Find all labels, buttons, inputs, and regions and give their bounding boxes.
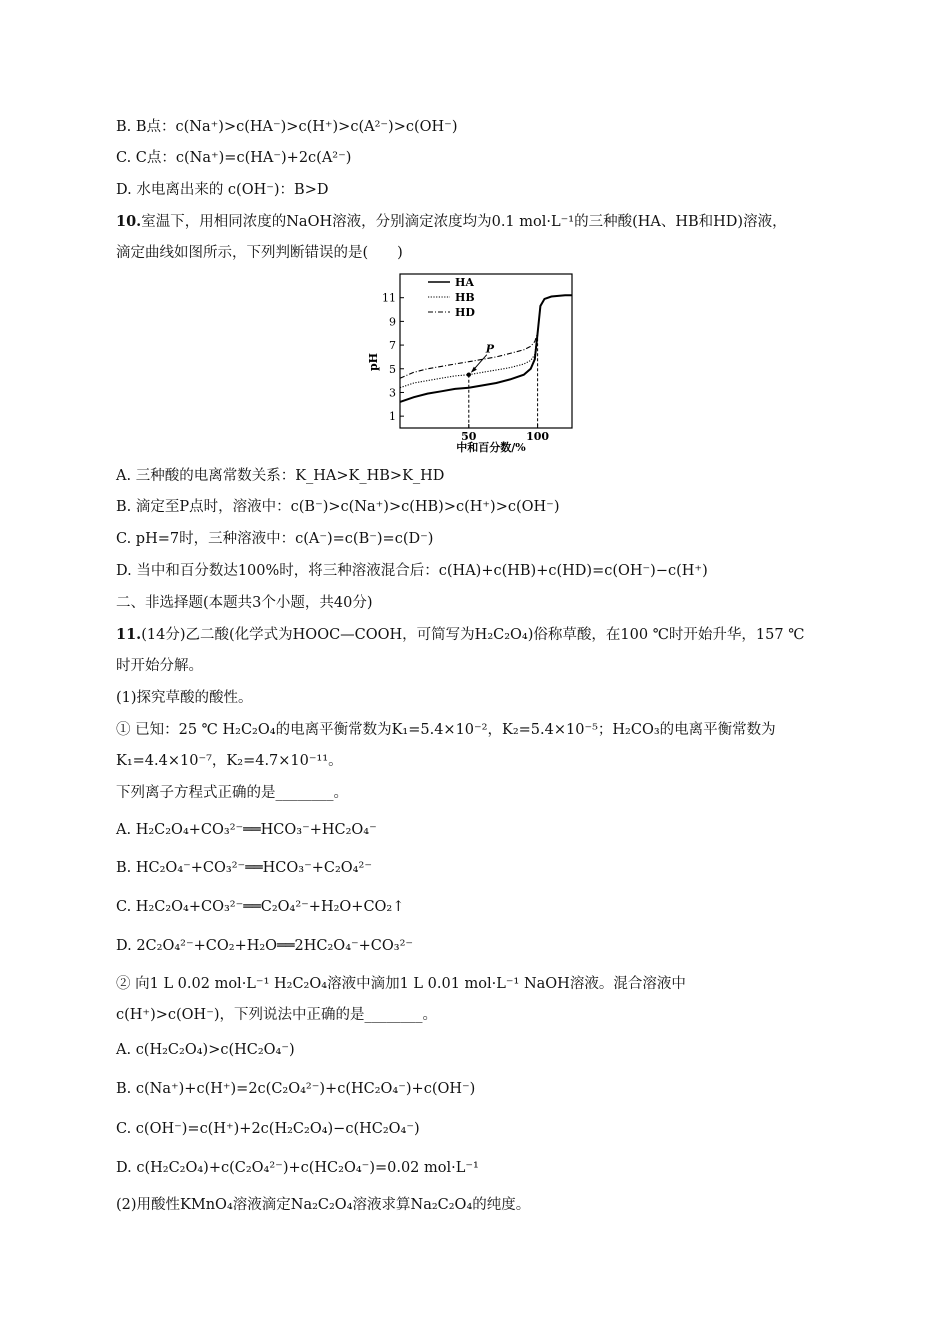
question-number: 11.	[116, 626, 142, 643]
subq-1-text2: K₁=4.4×10⁻⁷，K₂=4.7×10⁻¹¹。	[116, 753, 343, 769]
option-11-2c: C. c(OH⁻)=c(H⁺)+2c(H₂C₂O₄)−c(HC₂O₄⁻)	[116, 1121, 420, 1137]
x-axis-label: 中和百分数/%	[456, 441, 526, 454]
titration-chart	[367, 270, 580, 460]
point-p-marker	[467, 372, 471, 376]
option-11-1d: D. 2C₂O₄²⁻+CO₂+H₂O══2HC₂O₄⁻+CO₃²⁻	[116, 938, 414, 954]
subq-2-text2: c(H⁺)>c(OH⁻)，下列说法中正确的是________。	[116, 1007, 438, 1023]
part-2-heading: (2)用酸性KMnO₄溶液滴定Na₂C₂O₄溶液求算Na₂C₂O₄的纯度。	[116, 1197, 531, 1213]
question-text: 室温下，用相同浓度的NaOH溶液，分别滴定浓度均为0.1 mol·L⁻¹的三种酸(HA、HB和HD)溶液，	[141, 214, 787, 230]
question-10-line2: 滴定曲线如图所示，下列判断错误的是( )	[116, 245, 403, 261]
part-1-heading: (1)探究草酸的酸性。	[116, 690, 253, 706]
option-11-1a: A. H₂C₂O₄+CO₃²⁻══HCO₃⁻+HC₂O₄⁻	[116, 822, 377, 838]
y-tick-label: 5	[389, 362, 396, 376]
y-tick-label: 11	[382, 291, 396, 305]
x-tick-label: 100	[526, 430, 550, 443]
series-line-hb	[400, 333, 538, 388]
option-11-2a: A. c(H₂C₂O₄)>c(HC₂O₄⁻)	[116, 1042, 295, 1058]
legend	[428, 276, 475, 319]
y-tick-label: 9	[389, 315, 396, 329]
y-tick-label: 7	[389, 339, 396, 353]
series-line-hd	[400, 333, 538, 378]
option-9b: B. B点：c(Na⁺)>c(HA⁻)>c(H⁺)>c(A²⁻)>c(OH⁻)	[116, 119, 458, 135]
option-10d: D. 当中和百分数达100%时，将三种溶液混合后：c(HA)+c(HB)+c(HD)=c(OH⁻)−c(H⁺)	[116, 563, 708, 579]
option-11-2d: D. c(H₂C₂O₄)+c(C₂O₄²⁻)+c(HC₂O₄⁻)=0.02 mol·L⁻¹	[116, 1160, 479, 1176]
legend-ha: HA	[455, 276, 474, 289]
point-p-label: P	[485, 342, 495, 356]
subq-1-question: 下列离子方程式正确的是________。	[116, 785, 348, 801]
option-11-1b: B. HC₂O₄⁻+CO₃²⁻══HCO₃⁻+C₂O₄²⁻	[116, 860, 372, 876]
option-9c: C. C点：c(Na⁺)=c(HA⁻)+2c(A²⁻)	[116, 150, 352, 166]
option-10a: A. 三种酸的电离常数关系：K_HA>K_HB>K_HD	[116, 468, 445, 484]
x-tick-label: 50	[461, 430, 477, 443]
y-tick-label: 1	[389, 410, 396, 424]
subq-2-text: ② 向1 L 0.02 mol·L⁻¹ H₂C₂O₄溶液中滴加1 L 0.01 mol·L⁻¹ NaOH溶液。混合溶液中	[116, 976, 686, 992]
y-axis-label: pH	[367, 352, 380, 372]
legend-hd: HD	[455, 306, 475, 319]
subq-1-text: ① 已知：25 ℃ H₂C₂O₄的电离平衡常数为K₁=5.4×10⁻²，K₂=5.4×10⁻⁵；H₂CO₃的电离平衡常数为	[116, 722, 776, 738]
question-10	[116, 212, 787, 232]
question-number: 10.	[116, 213, 142, 230]
question-11	[116, 625, 804, 645]
option-11-2b: B. c(Na⁺)+c(H⁺)=2c(C₂O₄²⁻)+c(HC₂O₄⁻)+c(OH⁻)	[116, 1081, 476, 1097]
question-11-line2: 时开始分解。	[116, 658, 203, 674]
option-11-1c: C. H₂C₂O₄+CO₃²⁻══C₂O₄²⁻+H₂O+CO₂↑	[116, 899, 405, 915]
option-9d: D. 水电离出来的 c(OH⁻)：B>D	[116, 182, 329, 198]
question-text: (14分)乙二酸(化学式为HOOC—COOH，可简写为H₂C₂O₄)俗称草酸，在100 ℃时开始升华，157 ℃	[141, 627, 805, 643]
option-10c: C. pH=7时，三种溶液中：c(A⁻)=c(B⁻)=c(D⁻)	[116, 531, 434, 547]
y-tick-label: 3	[389, 386, 396, 400]
section-heading: 二、非选择题(本题共3个小题，共40分)	[116, 595, 373, 611]
option-10b: B. 滴定至P点时，溶液中：c(B⁻)>c(Na⁺)>c(HB)>c(H⁺)>c(OH⁻)	[116, 499, 560, 515]
legend-hb: HB	[455, 291, 475, 304]
